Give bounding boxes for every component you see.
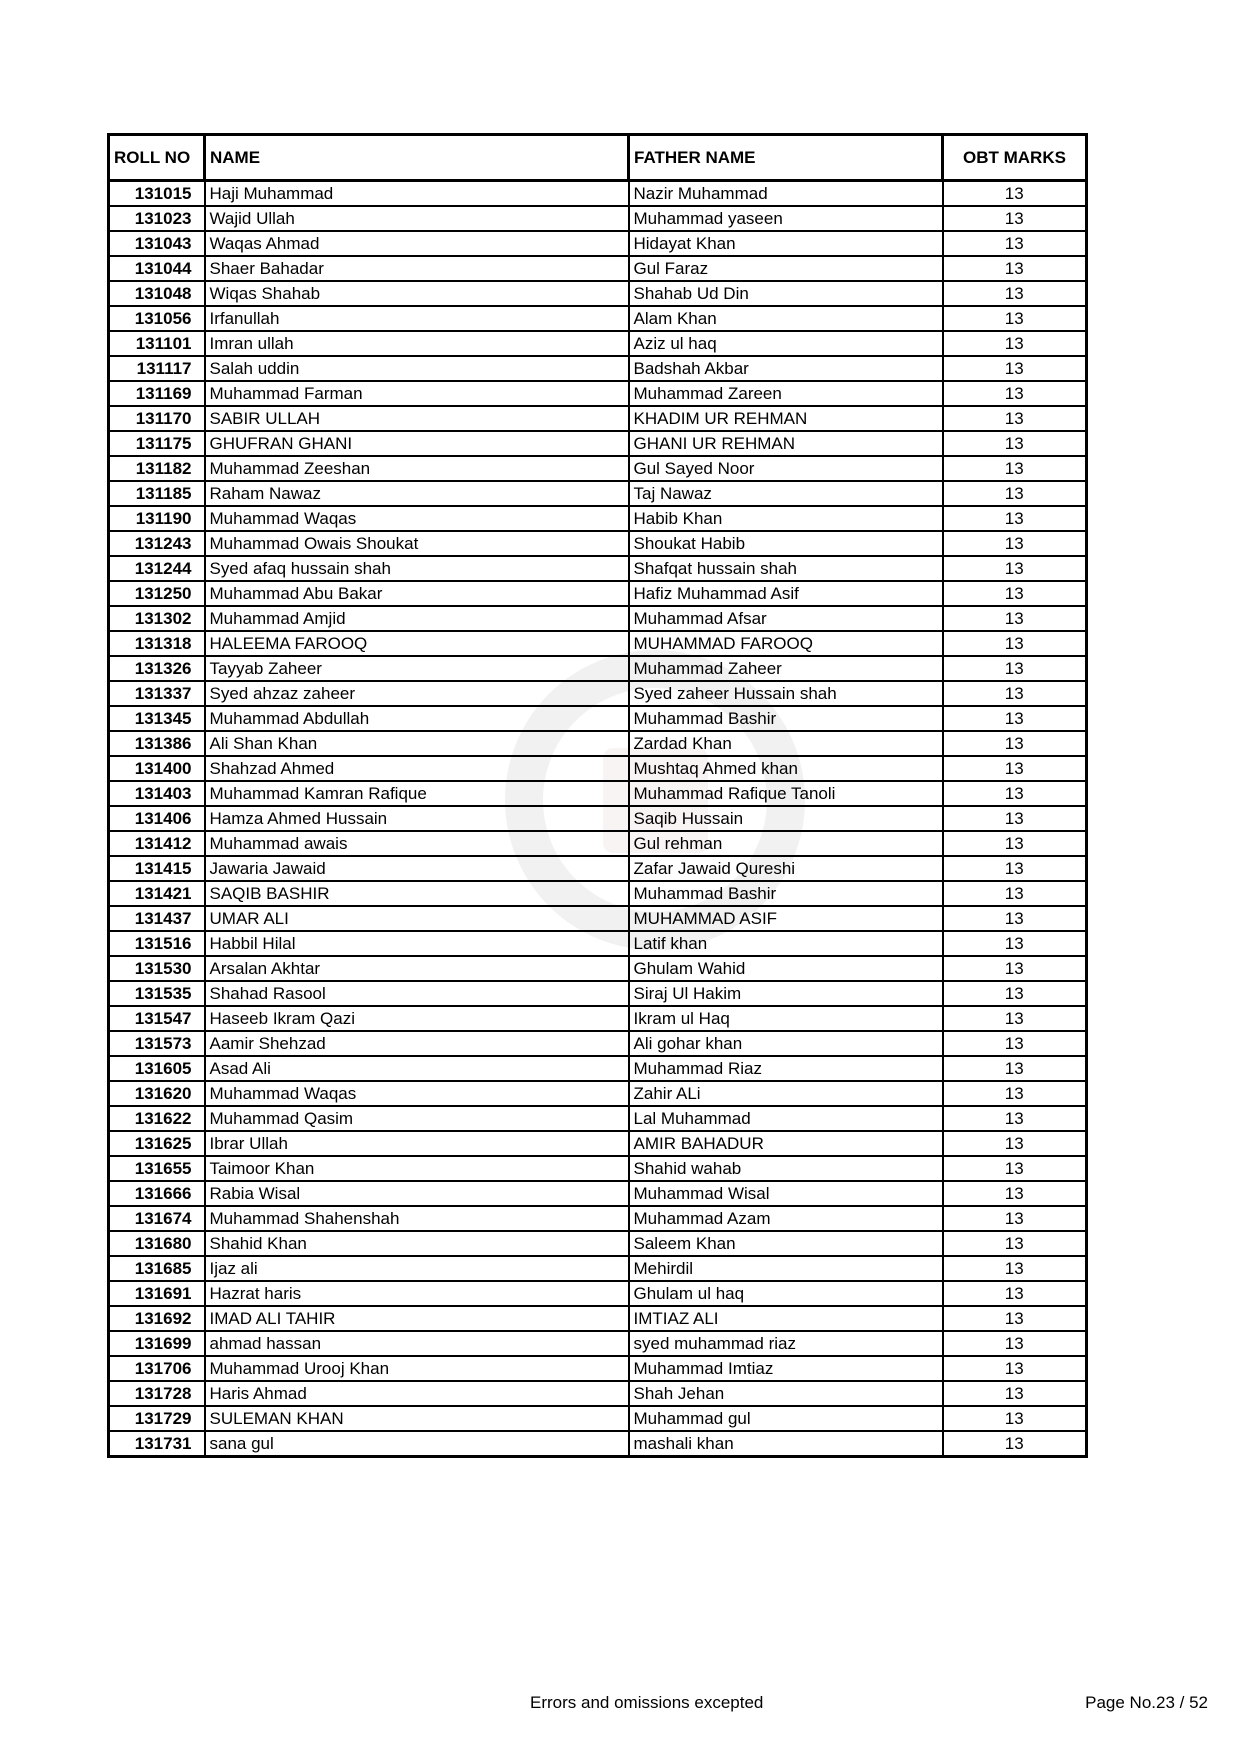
obt-marks-cell: 13 (943, 931, 1087, 956)
table-row (109, 256, 1087, 281)
roll-no-cell: 131243 (109, 531, 205, 556)
table-header-row (109, 135, 1087, 181)
roll-no-cell: 131048 (109, 281, 205, 306)
name-cell: Asad Ali (205, 1056, 629, 1081)
father-name-cell: IMTIAZ ALI (629, 1306, 943, 1331)
roll-no-cell: 131185 (109, 481, 205, 506)
table-row (109, 1156, 1087, 1181)
roll-no-cell: 131169 (109, 381, 205, 406)
father-name-cell: Muhammad Riaz (629, 1056, 943, 1081)
roll-no-cell: 131620 (109, 1081, 205, 1106)
obt-marks-cell: 13 (943, 1331, 1087, 1356)
obt-marks-cell: 13 (943, 1256, 1087, 1281)
table-row (109, 656, 1087, 681)
father-name-cell: Taj Nawaz (629, 481, 943, 506)
name-cell: Ibrar Ullah (205, 1131, 629, 1156)
obt-marks-cell: 13 (943, 356, 1087, 381)
table-row (109, 1056, 1087, 1081)
roll-no-cell: 131655 (109, 1156, 205, 1181)
name-cell: Waqas Ahmad (205, 231, 629, 256)
name-cell: Muhammad Waqas (205, 506, 629, 531)
table-row (109, 906, 1087, 931)
obt-marks-cell: 13 (943, 381, 1087, 406)
table-row (109, 381, 1087, 406)
name-cell: Taimoor Khan (205, 1156, 629, 1181)
father-name-cell: Shahid wahab (629, 1156, 943, 1181)
table-row (109, 456, 1087, 481)
father-name-cell: Muhammad Zareen (629, 381, 943, 406)
father-name-cell: Ghulam ul haq (629, 1281, 943, 1306)
obt-marks-cell: 13 (943, 431, 1087, 456)
table-row (109, 556, 1087, 581)
table-row (109, 1106, 1087, 1131)
table-row (109, 281, 1087, 306)
father-name-cell: Muhammad Bashir (629, 881, 943, 906)
name-cell: IMAD ALI TAHIR (205, 1306, 629, 1331)
obt-marks-cell: 13 (943, 1106, 1087, 1131)
name-cell: Muhammad Owais Shoukat (205, 531, 629, 556)
father-name-cell: Nazir Muhammad (629, 181, 943, 207)
table-row (109, 481, 1087, 506)
father-name-cell: Mehirdil (629, 1256, 943, 1281)
father-name-cell: Alam Khan (629, 306, 943, 331)
obt-marks-cell: 13 (943, 981, 1087, 1006)
table-row (109, 981, 1087, 1006)
roll-no-cell: 131535 (109, 981, 205, 1006)
name-cell: Muhammad Shahenshah (205, 1206, 629, 1231)
roll-no-cell: 131666 (109, 1181, 205, 1206)
roll-no-cell: 131043 (109, 231, 205, 256)
father-name-cell: MUHAMMAD ASIF (629, 906, 943, 931)
father-name-cell: Mushtaq Ahmed khan (629, 756, 943, 781)
obt-marks-cell: 13 (943, 531, 1087, 556)
name-cell: ahmad hassan (205, 1331, 629, 1356)
roll-no-cell: 131692 (109, 1306, 205, 1331)
father-name-cell: Habib Khan (629, 506, 943, 531)
obt-marks-cell: 13 (943, 1206, 1087, 1231)
roll-no-cell: 131605 (109, 1056, 205, 1081)
obt-marks-cell: 13 (943, 206, 1087, 231)
table-row (109, 356, 1087, 381)
father-name-cell: Muhammad Azam (629, 1206, 943, 1231)
father-name-cell: Ali gohar khan (629, 1031, 943, 1056)
name-cell: Hazrat haris (205, 1281, 629, 1306)
name-cell: Syed afaq hussain shah (205, 556, 629, 581)
roll-no-cell: 131345 (109, 706, 205, 731)
obt-marks-cell: 13 (943, 281, 1087, 306)
father-name-cell: Badshah Akbar (629, 356, 943, 381)
obt-marks-cell: 13 (943, 231, 1087, 256)
father-name-cell: Muhammad Rafique Tanoli (629, 781, 943, 806)
name-cell: Imran ullah (205, 331, 629, 356)
obt-marks-cell: 13 (943, 1431, 1087, 1457)
roll-no-cell: 131415 (109, 856, 205, 881)
name-cell: SULEMAN KHAN (205, 1406, 629, 1431)
name-cell: Shahzad Ahmed (205, 756, 629, 781)
roll-no-cell: 131685 (109, 1256, 205, 1281)
table-row (109, 1006, 1087, 1031)
obt-marks-cell: 13 (943, 581, 1087, 606)
table-row (109, 781, 1087, 806)
obt-marks-cell: 13 (943, 956, 1087, 981)
name-cell: Irfanullah (205, 306, 629, 331)
roll-no-cell: 131516 (109, 931, 205, 956)
obt-marks-cell: 13 (943, 806, 1087, 831)
father-name-cell: Gul Sayed Noor (629, 456, 943, 481)
obt-marks-cell: 13 (943, 1156, 1087, 1181)
name-cell: Wiqas Shahab (205, 281, 629, 306)
obt-marks-cell: 13 (943, 506, 1087, 531)
table-row (109, 681, 1087, 706)
name-cell: Tayyab Zaheer (205, 656, 629, 681)
roll-no-cell: 131403 (109, 781, 205, 806)
table-row (109, 1306, 1087, 1331)
father-name-cell: Syed zaheer Hussain shah (629, 681, 943, 706)
obt-marks-cell: 13 (943, 631, 1087, 656)
father-name-cell: Siraj Ul Hakim (629, 981, 943, 1006)
table-row (109, 406, 1087, 431)
name-cell: Hamza Ahmed Hussain (205, 806, 629, 831)
table-row (109, 1406, 1087, 1431)
table-row (109, 856, 1087, 881)
roll-no-cell: 131731 (109, 1431, 205, 1457)
father-name-cell: Muhammad Zaheer (629, 656, 943, 681)
name-cell: Muhammad Abu Bakar (205, 581, 629, 606)
roll-no-cell: 131250 (109, 581, 205, 606)
table-row (109, 631, 1087, 656)
father-name-cell: Shah Jehan (629, 1381, 943, 1406)
roll-no-cell: 131056 (109, 306, 205, 331)
father-name-cell: Hidayat Khan (629, 231, 943, 256)
table-row (109, 331, 1087, 356)
roll-no-cell: 131023 (109, 206, 205, 231)
name-cell: Aamir Shehzad (205, 1031, 629, 1056)
name-cell: Rabia Wisal (205, 1181, 629, 1206)
obt-marks-cell: 13 (943, 331, 1087, 356)
table-row (109, 806, 1087, 831)
father-name-cell: Lal Muhammad (629, 1106, 943, 1131)
obt-marks-cell: 13 (943, 306, 1087, 331)
name-cell: Raham Nawaz (205, 481, 629, 506)
father-name-cell: Zardad Khan (629, 731, 943, 756)
name-cell: Wajid Ullah (205, 206, 629, 231)
header-obt-marks: OBT MARKS (943, 135, 1087, 181)
header-roll-no: ROLL NO (109, 135, 205, 181)
table-row (109, 1081, 1087, 1106)
roll-no-cell: 131044 (109, 256, 205, 281)
father-name-cell: AMIR BAHADUR (629, 1131, 943, 1156)
table-row (109, 306, 1087, 331)
roll-no-cell: 131530 (109, 956, 205, 981)
father-name-cell: Shoukat Habib (629, 531, 943, 556)
father-name-cell: Gul rehman (629, 831, 943, 856)
table-row (109, 506, 1087, 531)
roll-no-cell: 131302 (109, 606, 205, 631)
name-cell: Shaer Bahadar (205, 256, 629, 281)
father-name-cell: GHANI UR REHMAN (629, 431, 943, 456)
table-row (109, 606, 1087, 631)
obt-marks-cell: 13 (943, 831, 1087, 856)
footer-note: Errors and omissions excepted (530, 1693, 764, 1712)
roll-no-cell: 131622 (109, 1106, 205, 1131)
name-cell: Shahad Rasool (205, 981, 629, 1006)
table-row (109, 931, 1087, 956)
table-row (109, 956, 1087, 981)
obt-marks-cell: 13 (943, 1356, 1087, 1381)
table-row (109, 1031, 1087, 1056)
roll-no-cell: 131244 (109, 556, 205, 581)
table-row (109, 731, 1087, 756)
table-row (109, 1231, 1087, 1256)
roll-no-cell: 131680 (109, 1231, 205, 1256)
roll-no-cell: 131175 (109, 431, 205, 456)
obt-marks-cell: 13 (943, 906, 1087, 931)
father-name-cell: mashali khan (629, 1431, 943, 1457)
roll-no-cell: 131547 (109, 1006, 205, 1031)
roll-no-cell: 131412 (109, 831, 205, 856)
name-cell: HALEEMA FAROOQ (205, 631, 629, 656)
father-name-cell: Muhammad yaseen (629, 206, 943, 231)
roll-no-cell: 131182 (109, 456, 205, 481)
roll-no-cell: 131573 (109, 1031, 205, 1056)
table-row (109, 831, 1087, 856)
obt-marks-cell: 13 (943, 1306, 1087, 1331)
father-name-cell: Muhammad Afsar (629, 606, 943, 631)
name-cell: Muhammad Abdullah (205, 706, 629, 731)
father-name-cell: Zafar Jawaid Qureshi (629, 856, 943, 881)
header-name: NAME (205, 135, 629, 181)
roll-no-cell: 131117 (109, 356, 205, 381)
obt-marks-cell: 13 (943, 881, 1087, 906)
father-name-cell: Muhammad Imtiaz (629, 1356, 943, 1381)
table-row (109, 1206, 1087, 1231)
name-cell: Arsalan Akhtar (205, 956, 629, 981)
obt-marks-cell: 13 (943, 456, 1087, 481)
obt-marks-cell: 13 (943, 406, 1087, 431)
results-table (107, 133, 1088, 1458)
obt-marks-cell: 13 (943, 1231, 1087, 1256)
father-name-cell: Saleem Khan (629, 1231, 943, 1256)
roll-no-cell: 131437 (109, 906, 205, 931)
father-name-cell: Ikram ul Haq (629, 1006, 943, 1031)
father-name-cell: Latif khan (629, 931, 943, 956)
obt-marks-cell: 13 (943, 481, 1087, 506)
page-number: Page No.23 / 52 (1085, 1693, 1208, 1712)
table-row (109, 1331, 1087, 1356)
header-father-name: FATHER NAME (629, 135, 943, 181)
obt-marks-cell: 13 (943, 731, 1087, 756)
roll-no-cell: 131015 (109, 181, 205, 207)
table-row (109, 756, 1087, 781)
roll-no-cell: 131337 (109, 681, 205, 706)
father-name-cell: Hafiz Muhammad Asif (629, 581, 943, 606)
obt-marks-cell: 13 (943, 706, 1087, 731)
roll-no-cell: 131190 (109, 506, 205, 531)
roll-no-cell: 131318 (109, 631, 205, 656)
table-row (109, 706, 1087, 731)
name-cell: Shahid Khan (205, 1231, 629, 1256)
name-cell: Ijaz ali (205, 1256, 629, 1281)
roll-no-cell: 131699 (109, 1331, 205, 1356)
father-name-cell: Aziz ul haq (629, 331, 943, 356)
name-cell: Muhammad Waqas (205, 1081, 629, 1106)
obt-marks-cell: 13 (943, 1006, 1087, 1031)
name-cell: Haseeb Ikram Qazi (205, 1006, 629, 1031)
name-cell: Muhammad Zeeshan (205, 456, 629, 481)
obt-marks-cell: 13 (943, 856, 1087, 881)
table-row (109, 1381, 1087, 1406)
name-cell: Haris Ahmad (205, 1381, 629, 1406)
father-name-cell: Saqib Hussain (629, 806, 943, 831)
table-row (109, 231, 1087, 256)
name-cell: Muhammad Farman (205, 381, 629, 406)
obt-marks-cell: 13 (943, 1406, 1087, 1431)
name-cell: Muhammad Kamran Rafique (205, 781, 629, 806)
name-cell: SABIR ULLAH (205, 406, 629, 431)
father-name-cell: Shafqat hussain shah (629, 556, 943, 581)
name-cell: UMAR ALI (205, 906, 629, 931)
obt-marks-cell: 13 (943, 656, 1087, 681)
name-cell: Habbil Hilal (205, 931, 629, 956)
name-cell: sana gul (205, 1431, 629, 1457)
obt-marks-cell: 13 (943, 1056, 1087, 1081)
obt-marks-cell: 13 (943, 1031, 1087, 1056)
table-row (109, 431, 1087, 456)
obt-marks-cell: 13 (943, 1081, 1087, 1106)
table-row (109, 1431, 1087, 1457)
obt-marks-cell: 13 (943, 1131, 1087, 1156)
name-cell: Salah uddin (205, 356, 629, 381)
obt-marks-cell: 13 (943, 1281, 1087, 1306)
roll-no-cell: 131691 (109, 1281, 205, 1306)
obt-marks-cell: 13 (943, 556, 1087, 581)
name-cell: Syed ahzaz zaheer (205, 681, 629, 706)
roll-no-cell: 131101 (109, 331, 205, 356)
table-row (109, 531, 1087, 556)
table-row (109, 1281, 1087, 1306)
father-name-cell: Gul Faraz (629, 256, 943, 281)
name-cell: SAQIB BASHIR (205, 881, 629, 906)
roll-no-cell: 131706 (109, 1356, 205, 1381)
table-row (109, 581, 1087, 606)
table-row (109, 1256, 1087, 1281)
table-row (109, 1131, 1087, 1156)
name-cell: Muhammad Urooj Khan (205, 1356, 629, 1381)
roll-no-cell: 131400 (109, 756, 205, 781)
table-row (109, 1356, 1087, 1381)
name-cell: Haji Muhammad (205, 181, 629, 207)
obt-marks-cell: 13 (943, 756, 1087, 781)
roll-no-cell: 131729 (109, 1406, 205, 1431)
obt-marks-cell: 13 (943, 1381, 1087, 1406)
obt-marks-cell: 13 (943, 256, 1087, 281)
name-cell: GHUFRAN GHANI (205, 431, 629, 456)
father-name-cell: Muhammad Bashir (629, 706, 943, 731)
father-name-cell: Muhammad gul (629, 1406, 943, 1431)
father-name-cell: MUHAMMAD FAROOQ (629, 631, 943, 656)
table-row (109, 1181, 1087, 1206)
roll-no-cell: 131326 (109, 656, 205, 681)
roll-no-cell: 131386 (109, 731, 205, 756)
table-row (109, 206, 1087, 231)
table-row (109, 181, 1087, 207)
father-name-cell: Ghulam Wahid (629, 956, 943, 981)
table-row (109, 881, 1087, 906)
obt-marks-cell: 13 (943, 181, 1087, 207)
obt-marks-cell: 13 (943, 606, 1087, 631)
name-cell: Jawaria Jawaid (205, 856, 629, 881)
roll-no-cell: 131421 (109, 881, 205, 906)
name-cell: Muhammad Amjid (205, 606, 629, 631)
father-name-cell: Muhammad Wisal (629, 1181, 943, 1206)
roll-no-cell: 131170 (109, 406, 205, 431)
roll-no-cell: 131728 (109, 1381, 205, 1406)
father-name-cell: Zahir ALi (629, 1081, 943, 1106)
obt-marks-cell: 13 (943, 781, 1087, 806)
father-name-cell: Shahab Ud Din (629, 281, 943, 306)
father-name-cell: KHADIM UR REHMAN (629, 406, 943, 431)
obt-marks-cell: 13 (943, 1181, 1087, 1206)
roll-no-cell: 131406 (109, 806, 205, 831)
name-cell: Muhammad awais (205, 831, 629, 856)
name-cell: Muhammad Qasim (205, 1106, 629, 1131)
father-name-cell: syed muhammad riaz (629, 1331, 943, 1356)
roll-no-cell: 131674 (109, 1206, 205, 1231)
name-cell: Ali Shan Khan (205, 731, 629, 756)
roll-no-cell: 131625 (109, 1131, 205, 1156)
obt-marks-cell: 13 (943, 681, 1087, 706)
